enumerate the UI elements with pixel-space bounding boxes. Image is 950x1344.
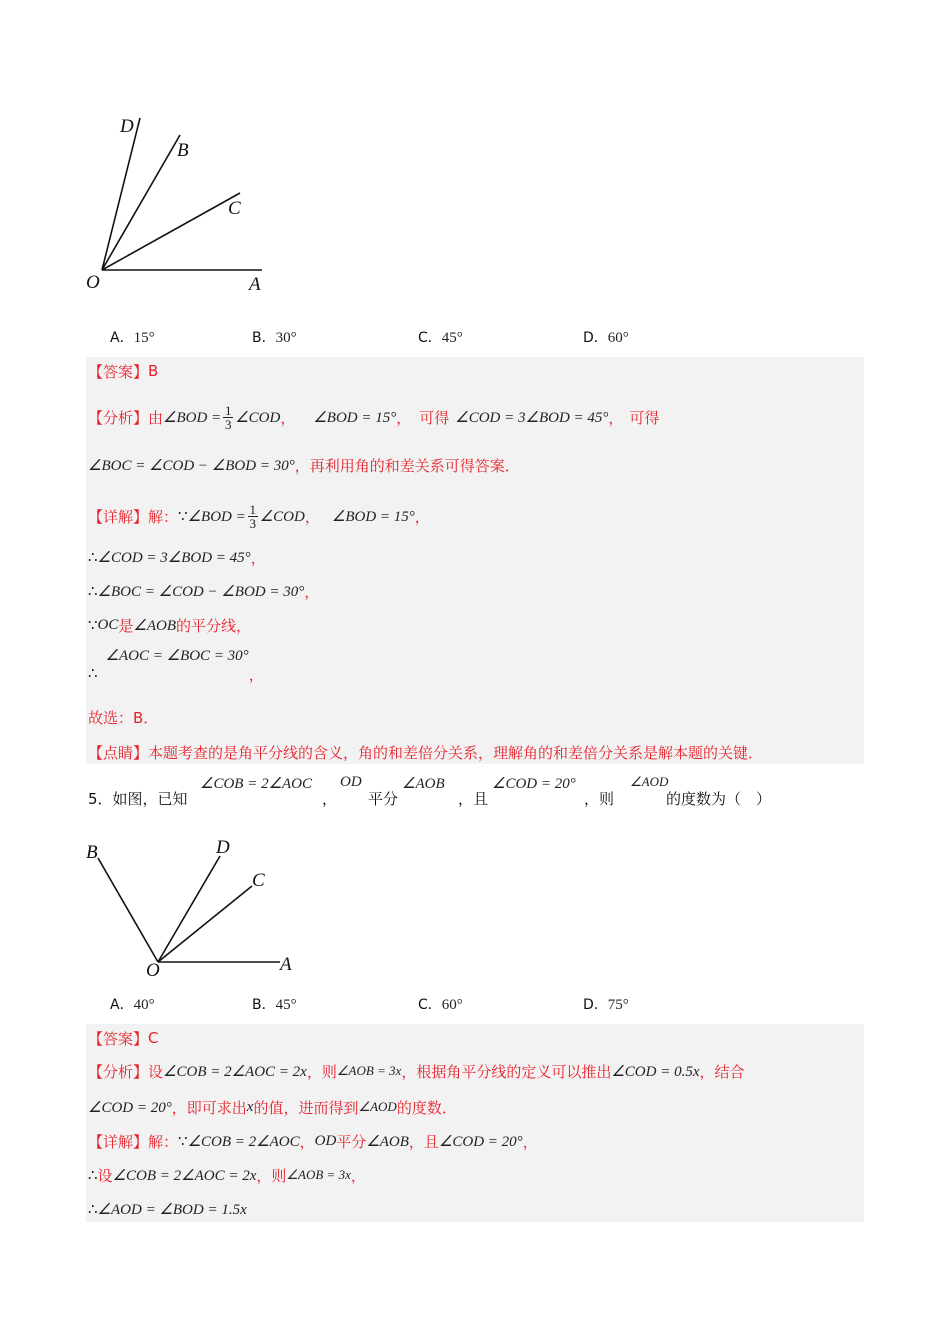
math-symbol: ∵ (178, 1133, 188, 1150)
analysis-text: ，再利用角的和差关系可得答案． (294, 456, 520, 475)
q5-solution-block (86, 1024, 864, 1222)
question-text: 的度数为（ ） (666, 790, 772, 808)
detail-text: 是 (118, 616, 134, 635)
q4-option-b[interactable] (252, 327, 297, 347)
fraction-denominator: 3 (249, 515, 256, 531)
analysis-text: ，即可求出 (171, 1098, 247, 1117)
option-letter: D． (583, 997, 608, 1013)
question-text: ，且 (458, 790, 489, 808)
fraction-numerator: 1 (224, 402, 232, 418)
label-a: A (249, 274, 261, 295)
detail-text: 解： (148, 1132, 179, 1151)
label-b: B (177, 140, 189, 161)
detail-text: 的平分线， (176, 616, 252, 635)
fraction (223, 404, 233, 431)
detail-tag: 【详解】 (88, 1132, 149, 1151)
detail-text: ，且 (408, 1132, 439, 1151)
math-symbol: ∴ (88, 549, 98, 566)
analysis-text: 可得 (419, 408, 450, 427)
math-expr: ∠BOD = (163, 409, 222, 426)
fraction-numerator: 1 (249, 501, 256, 517)
q5-option-b[interactable] (252, 994, 297, 1014)
math-expr: ∠COB = 2∠AOC = 2x (112, 1167, 257, 1184)
separator: ， (304, 507, 320, 526)
math-expr: ∠BOD = 15° (313, 409, 397, 426)
separator: ， (414, 507, 430, 526)
option-letter: D． (583, 330, 608, 346)
ray-od (158, 856, 220, 962)
option-value: 60° (607, 330, 629, 346)
separator: ， (322, 790, 338, 808)
q5-option-d[interactable] (583, 994, 629, 1014)
separator: ， (350, 1166, 366, 1185)
math-expr: ∠AOB = 3x (336, 1063, 402, 1078)
math-symbol: ∵ (178, 508, 188, 525)
q5-detail-line2 (88, 1162, 366, 1188)
math-expr: ∠COD = 20° (88, 1099, 172, 1116)
option-letter: A． (110, 997, 134, 1013)
math-symbol: ∴ (88, 1167, 98, 1184)
option-value: 75° (607, 997, 629, 1013)
math-symbol: ∵ (88, 617, 98, 634)
detail-tag: 【详解】 (88, 507, 149, 526)
math-expr: ∠COD = 20° (492, 776, 576, 792)
separator: ， (396, 408, 412, 427)
math-expr: ∠COD (259, 508, 305, 525)
detail-text: 平分 (336, 1132, 367, 1151)
q4-option-d[interactable] (583, 327, 629, 347)
ray-od (102, 118, 140, 270)
math-expr: ∠COD = 3∠BOD = 45° (455, 409, 609, 426)
math-expr: ∠BOC = ∠COD − ∠BOD = 30° (97, 583, 305, 600)
label-d: D (120, 116, 134, 137)
math-expr: ∠COB = 2∠AOC = 2x (163, 1063, 307, 1080)
option-letter: C． (418, 330, 442, 346)
analysis-text: ，则 (306, 1062, 337, 1081)
q5-analysis-line1 (88, 1058, 745, 1084)
q4-analysis-line2 (88, 452, 520, 478)
separator: ， (608, 408, 624, 427)
fraction (248, 503, 258, 530)
q4-detail-line4 (88, 612, 251, 638)
option-value: 15° (133, 330, 155, 346)
comment-text: 本题考查的是角平分线的含义，角的和差倍分关系，理解角的和差倍分关系是解本题的关键． (148, 743, 764, 762)
option-value: 30° (275, 330, 297, 346)
math-expr: ∠AOB (402, 776, 445, 792)
separator: ， (522, 1132, 538, 1151)
math-expr: OD (314, 1132, 337, 1149)
q5-stem (88, 774, 868, 810)
detail-text: 故选：B． (88, 708, 159, 727)
math-symbol: ∴ (88, 1201, 98, 1218)
option-value: 40° (133, 997, 155, 1013)
answer-value: B (148, 362, 159, 380)
q4-detail-line5 (88, 646, 264, 686)
question-text: 5．如图，已知 (88, 790, 188, 808)
math-symbol: ∴ (88, 666, 98, 682)
analysis-tag: 【分析】 (88, 1062, 149, 1081)
label-a: A (280, 954, 292, 975)
ray-oc (102, 193, 240, 270)
q5-analysis-line2 (88, 1094, 457, 1120)
math-expr: x (246, 1098, 254, 1115)
analysis-text: 设 (148, 1062, 164, 1081)
option-letter: B． (252, 330, 276, 346)
math-expr: ∠AOC = ∠BOC = 30° (105, 648, 249, 664)
fraction-denominator: 3 (224, 416, 232, 432)
q4-option-a[interactable] (110, 327, 155, 347)
label-o: O (146, 960, 160, 981)
separator: ， (250, 548, 266, 567)
question-text: 平分 (368, 790, 399, 808)
math-symbol: ∴ (88, 583, 98, 600)
ray-oc (158, 886, 252, 962)
detail-text: 解： (148, 507, 179, 526)
answer-value: C (148, 1029, 159, 1047)
math-expr: OC (97, 616, 119, 633)
math-expr: ∠AOD (630, 774, 669, 789)
math-expr: ∠AOD (358, 1099, 397, 1114)
q4-option-c[interactable] (418, 327, 463, 347)
math-expr: ∠COD = 0.5x (611, 1063, 700, 1080)
q4-figure (80, 110, 280, 300)
label-c: C (228, 198, 241, 219)
analysis-text: 可得 (629, 408, 660, 427)
analysis-text: 的度数． (396, 1098, 457, 1117)
q5-detail-line3 (88, 1196, 247, 1222)
analysis-text: 由 (148, 408, 164, 427)
option-value: 45° (441, 330, 463, 346)
math-expr: ∠AOB (133, 617, 177, 634)
analysis-text: ，结合 (699, 1062, 745, 1081)
math-expr: ∠BOD = 15° (331, 508, 415, 525)
q5-option-a[interactable] (110, 994, 155, 1014)
math-expr: ∠COD (235, 409, 281, 426)
separator: ， (304, 582, 320, 601)
q4-analysis-line1 (88, 400, 659, 434)
label-c: C (252, 870, 265, 891)
comment-tag: 【点睛】 (88, 743, 149, 762)
answer-tag: 【答案】 (88, 1029, 149, 1048)
answer-tag: 【答案】 (88, 362, 149, 381)
ray-ob (98, 858, 158, 962)
option-value: 60° (441, 997, 463, 1013)
detail-text: ，则 (256, 1166, 287, 1185)
detail-text: 设 (97, 1166, 113, 1185)
analysis-text: 的值，进而得到 (253, 1098, 359, 1117)
math-expr: ∠COB = 2∠AOC (187, 1133, 300, 1150)
separator: ， (280, 408, 296, 427)
label-b: B (86, 842, 98, 863)
q5-figure (78, 832, 308, 982)
label-d: D (216, 837, 230, 858)
math-expr: ∠BOD = (187, 508, 246, 525)
math-expr: ∠AOB = 3x (286, 1167, 351, 1182)
q5-answer (88, 1025, 159, 1051)
ray-ob (102, 135, 180, 270)
analysis-tag: 【分析】 (88, 408, 149, 427)
option-letter: B． (252, 997, 276, 1013)
option-letter: A． (110, 330, 134, 346)
math-expr: OD (340, 774, 362, 790)
label-o: O (86, 272, 100, 293)
math-expr: ∠COB = 2∠AOC (200, 776, 313, 792)
q4-detail-line1 (88, 499, 430, 533)
analysis-text: ，根据角平分线的定义可以推出 (401, 1062, 612, 1081)
q4-detail-line2 (88, 544, 266, 570)
math-expr: ∠AOB (366, 1133, 409, 1150)
math-expr: ∠BOC = ∠COD − ∠BOD = 30° (88, 457, 295, 474)
option-letter: C． (418, 997, 442, 1013)
q4-comment (88, 739, 763, 765)
separator: ， (248, 666, 264, 684)
q5-option-c[interactable] (418, 994, 463, 1014)
math-expr: ∠AOD = ∠BOD = 1.5x (97, 1201, 247, 1218)
q4-detail-line3 (88, 578, 319, 604)
question-text: ，则 (584, 790, 615, 808)
separator: ， (299, 1132, 315, 1151)
q4-answer (88, 358, 158, 384)
math-expr: ∠COD = 3∠BOD = 45° (97, 549, 251, 566)
q4-choice (88, 704, 158, 730)
option-value: 45° (275, 997, 297, 1013)
math-expr: ∠COD = 20° (438, 1133, 523, 1150)
q5-detail-line1 (88, 1128, 538, 1154)
